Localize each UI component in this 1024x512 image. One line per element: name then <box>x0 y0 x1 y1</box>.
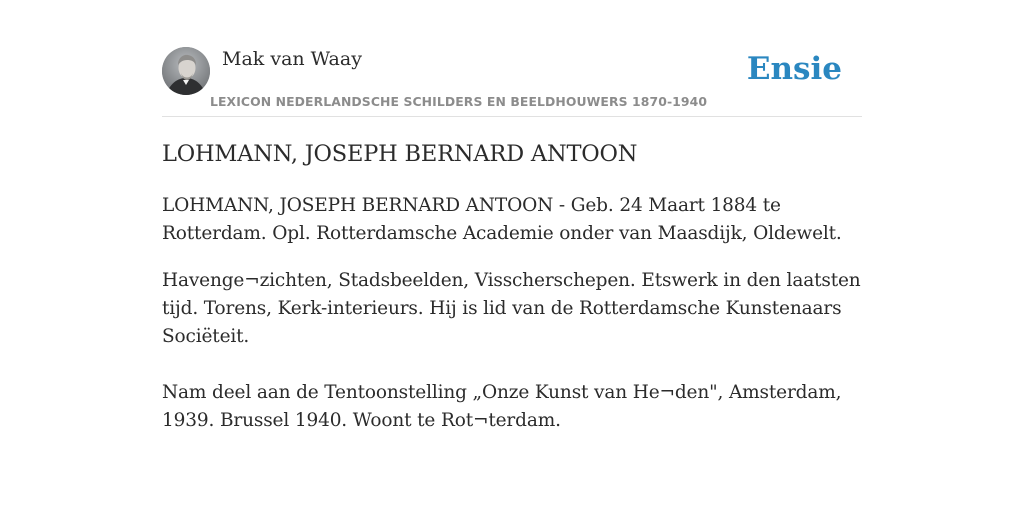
portrait-icon <box>162 47 210 95</box>
article-paragraph: LOHMANN, JOSEPH BERNARD ANTOON - Geb. 24 Maart 1884 te Rotterdam. Opl. Rotterdamsche Academie onder van Maasdijk, Oldewelt. <box>162 195 842 244</box>
ensie-logo[interactable]: Ensie <box>746 51 842 87</box>
author-avatar[interactable] <box>162 47 210 95</box>
article-content <box>162 138 862 435</box>
author-name[interactable]: Mak van Waay <box>222 48 362 70</box>
article-title: LOHMANN, JOSEPH BERNARD ANTOON <box>162 141 638 167</box>
article-paragraph: Havenge¬zichten, Stadsbeelden, Visscherschepen. Etswerk in den laatsten tijd. Torens, Kerk-interieurs. Hij is lid van de Rotterdamsche Kunstenaars Sociëteit. <box>162 270 861 347</box>
article-paragraph: Nam deel aan de Tentoonstelling „Onze Kunst van He¬den", Amsterdam, 1939. Brussel 1940. Woont te Rot¬terdam. <box>162 382 842 431</box>
article-header <box>162 47 862 117</box>
lexicon-subtitle[interactable]: LEXICON NEDERLANDSCHE SCHILDERS EN BEELDHOUWERS 1870-1940 <box>210 94 708 109</box>
